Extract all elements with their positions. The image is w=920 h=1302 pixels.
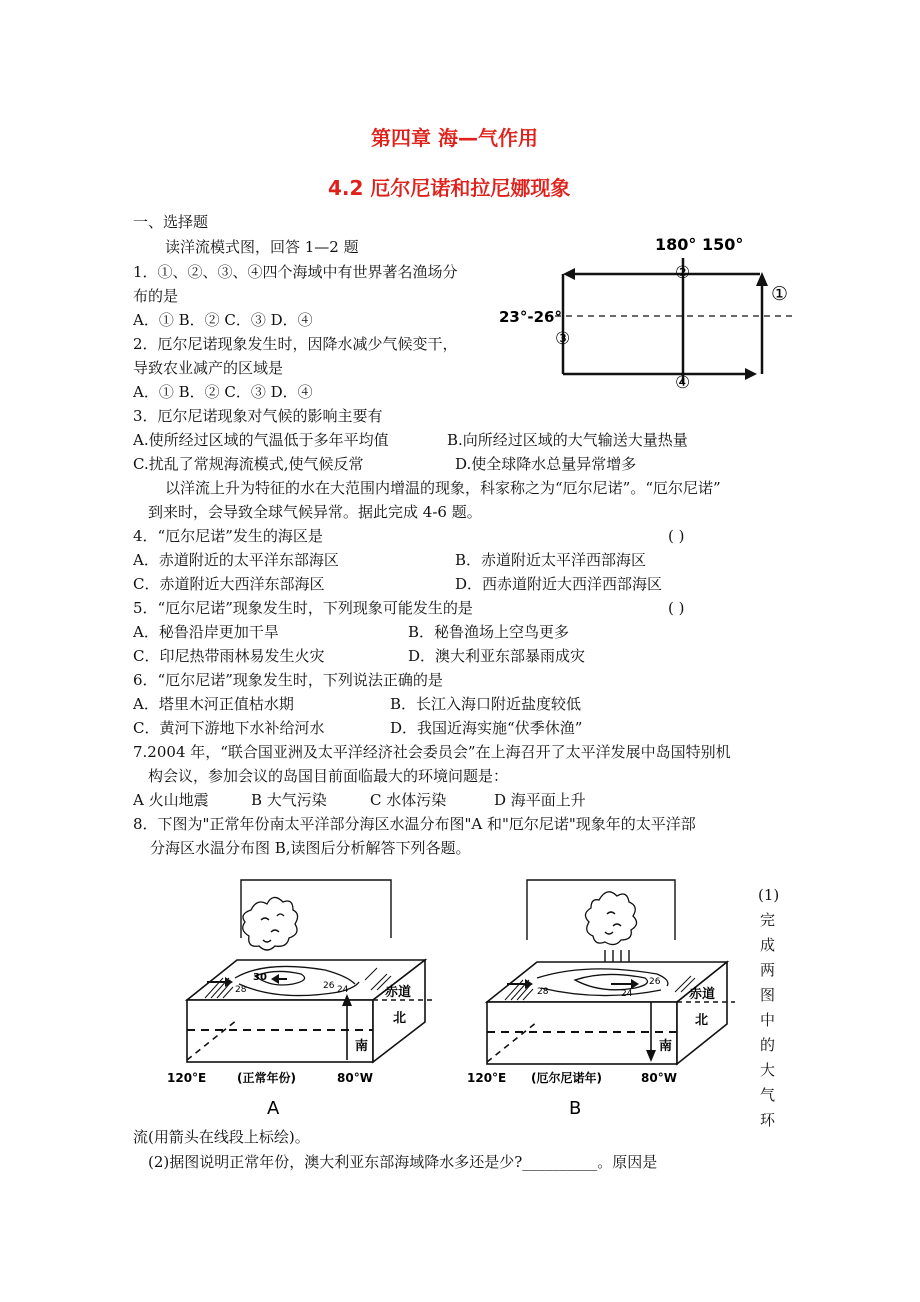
fig-a-isotherm-30: 30 xyxy=(253,972,267,983)
section-label: 一、选择题 xyxy=(133,213,209,231)
fig-b-lon-left: 120°E xyxy=(467,1071,507,1085)
fig-b-lon-right: 80°W xyxy=(641,1071,677,1085)
q8-sub1-char-9: 环 xyxy=(760,1111,776,1129)
fig-b-isotherm-24: 24 xyxy=(621,989,633,999)
q8-sub1-char-6: 的 xyxy=(760,1036,776,1054)
intro-1-2: 读洋流模式图，回答 1—2 题 xyxy=(165,238,359,256)
passage-line-2: 到来时，会导致全球气候异常。据此完成 4-6 题。 xyxy=(148,503,482,521)
fig-b-south: 南 xyxy=(659,1039,673,1054)
ocean-current-figure xyxy=(495,228,800,400)
q8-sub1-char-3: 两 xyxy=(760,961,776,979)
q1-text-cont: 布的是 xyxy=(133,287,179,305)
q5-option-b: B．秘鲁渔场上空鸟更多 xyxy=(408,623,570,641)
q3-option-a: A.使所经过区域的气温低于多年平均值 xyxy=(133,431,389,449)
q4-option-a: A．赤道附近的太平洋东部海区 xyxy=(133,551,339,569)
q3-option-d: D.使全球降水总量异常增多 xyxy=(455,455,637,473)
q8-sub1-char-0: (1) xyxy=(758,886,780,904)
fig-b-isotherm-28: 28 xyxy=(537,987,549,997)
marker-4: ④ xyxy=(675,373,691,393)
q4-option-c: C．赤道附近大西洋东部海区 xyxy=(133,575,325,593)
q7-option-b: B 大气污染 xyxy=(251,791,327,809)
q6-option-d: D．我国近海实施“伏季休渔” xyxy=(390,719,583,737)
q2-options: A．① B．② C．③ D．④ xyxy=(133,383,313,401)
q7-option-d: D 海平面上升 xyxy=(494,791,586,809)
q4-option-b: B．赤道附近太平洋西部海区 xyxy=(455,551,647,569)
q7-text-cont: 构会议，参加会议的岛国目前面临最大的环境问题是： xyxy=(148,767,509,785)
cloud-icon xyxy=(243,897,298,950)
q8-text: 8．下图为"正常年份南太平洋部分海区水温分布图"A 和"厄尔尼诺"现象年的太平洋部 xyxy=(133,815,696,833)
fig-b-north: 北 xyxy=(695,1013,709,1028)
fig-a-caption: A xyxy=(267,1098,280,1119)
marker-2: ② xyxy=(675,263,691,283)
fig-a-lon-left: 120°E xyxy=(167,1071,207,1085)
q8-sub1-char-1: 完 xyxy=(760,911,776,929)
q8-sub1-char-5: 中 xyxy=(760,1011,776,1029)
figure-a-normal-year xyxy=(165,870,435,1120)
q8-sub1-char-8: 气 xyxy=(760,1086,776,1104)
q5-answer-bracket: ( ) xyxy=(668,599,685,617)
q1-text: 1．①、②、③、④四个海域中有世界著名渔场分 xyxy=(133,263,458,281)
q6-option-a: A．塔里木河正值枯水期 xyxy=(133,695,294,713)
fig-b-equator: 赤道 xyxy=(689,987,716,1002)
lat-label: 23°-26° xyxy=(499,308,562,326)
fig-a-isotherm-28: 28 xyxy=(235,985,247,995)
q1-options: A．① B．② C．③ D．④ xyxy=(133,311,313,329)
fig-a-north: 北 xyxy=(393,1011,407,1026)
fig-a-subtitle: (正常年份) xyxy=(237,1071,296,1085)
q8-text-cont: 分海区水温分布图 B,读图后分析解答下列各题。 xyxy=(150,839,471,857)
marker-1: ① xyxy=(771,283,789,305)
figure-b-el-nino-year xyxy=(465,870,740,1120)
marker-3: ③ xyxy=(555,329,571,349)
fig-a-isotherm-26: 26 xyxy=(323,981,335,991)
q8-sub1-char-2: 成 xyxy=(760,936,776,954)
q8-sub1-char-7: 大 xyxy=(760,1061,776,1079)
q3-option-c: C.扰乱了常规海流模式,使气候反常 xyxy=(133,455,364,473)
fig-a-equator: 赤道 xyxy=(385,985,412,1000)
fig-b-caption: B xyxy=(569,1098,582,1119)
q5-option-a: A．秘鲁沿岸更加干旱 xyxy=(133,623,279,641)
fig-b-subtitle: (厄尔尼诺年) xyxy=(531,1071,602,1085)
q5-text: 5．“厄尔尼诺”现象发生时，下列现象可能发生的是 xyxy=(133,599,473,617)
q7-option-a: A 火山地震 xyxy=(133,791,209,809)
q2-text: 2．厄尔尼诺现象发生时，因降水减少气候变干， xyxy=(133,335,458,353)
q6-option-c: C．黄河下游地下水补给河水 xyxy=(133,719,325,737)
fig-a-isotherm-24: 24 xyxy=(337,985,349,995)
q5-option-d: D．澳大利亚东部暴雨成灾 xyxy=(408,647,586,665)
section-title: 4.2 厄尔尼诺和拉尼娜现象 xyxy=(328,176,571,200)
q8-sub2: (2)据图说明正常年份，澳大利亚东部海域降水多还是少?__________。原因是 xyxy=(148,1153,658,1171)
q4-text: 4．“厄尔尼诺”发生的海区是 xyxy=(133,527,323,545)
cloud-icon xyxy=(585,892,636,945)
chapter-title: 第四章 海—气作用 xyxy=(371,126,538,150)
passage-line-1: 以洋流上升为特征的水在大范围内增温的现象，科家称之为“厄尔尼诺”。“厄尔尼诺” xyxy=(165,479,721,497)
q4-option-d: D．西赤道附近大西洋西部海区 xyxy=(455,575,663,593)
q7-option-c: C 水体污染 xyxy=(370,791,447,809)
q2-text-cont: 导致农业减产的区域是 xyxy=(133,359,284,377)
fig-a-lon-right: 80°W xyxy=(337,1071,373,1085)
q3-text: 3．厄尔尼诺现象对气候的影响主要有 xyxy=(133,407,383,425)
q5-option-c: C．印尼热带雨林易发生火灾 xyxy=(133,647,325,665)
fig-b-isotherm-26: 26 xyxy=(649,977,661,987)
lon-label: 180° 150° xyxy=(655,235,744,254)
fig-a-south: 南 xyxy=(355,1039,369,1054)
q6-text: 6．“厄尔尼诺”现象发生时，下列说法正确的是 xyxy=(133,671,443,689)
q6-option-b: B．长江入海口附近盐度较低 xyxy=(390,695,582,713)
q8-sub1-tail: 流(用箭头在线段上标绘)。 xyxy=(133,1128,310,1146)
q3-option-b: B.向所经过区域的大气输送大量热量 xyxy=(447,431,688,449)
q8-sub1-char-4: 图 xyxy=(760,986,776,1004)
q4-answer-bracket: ( ) xyxy=(668,527,685,545)
q7-text: 7.2004 年，“联合国亚洲及太平洋经济社会委员会”在上海召开了太平洋发展中岛国特别机 xyxy=(133,743,731,761)
